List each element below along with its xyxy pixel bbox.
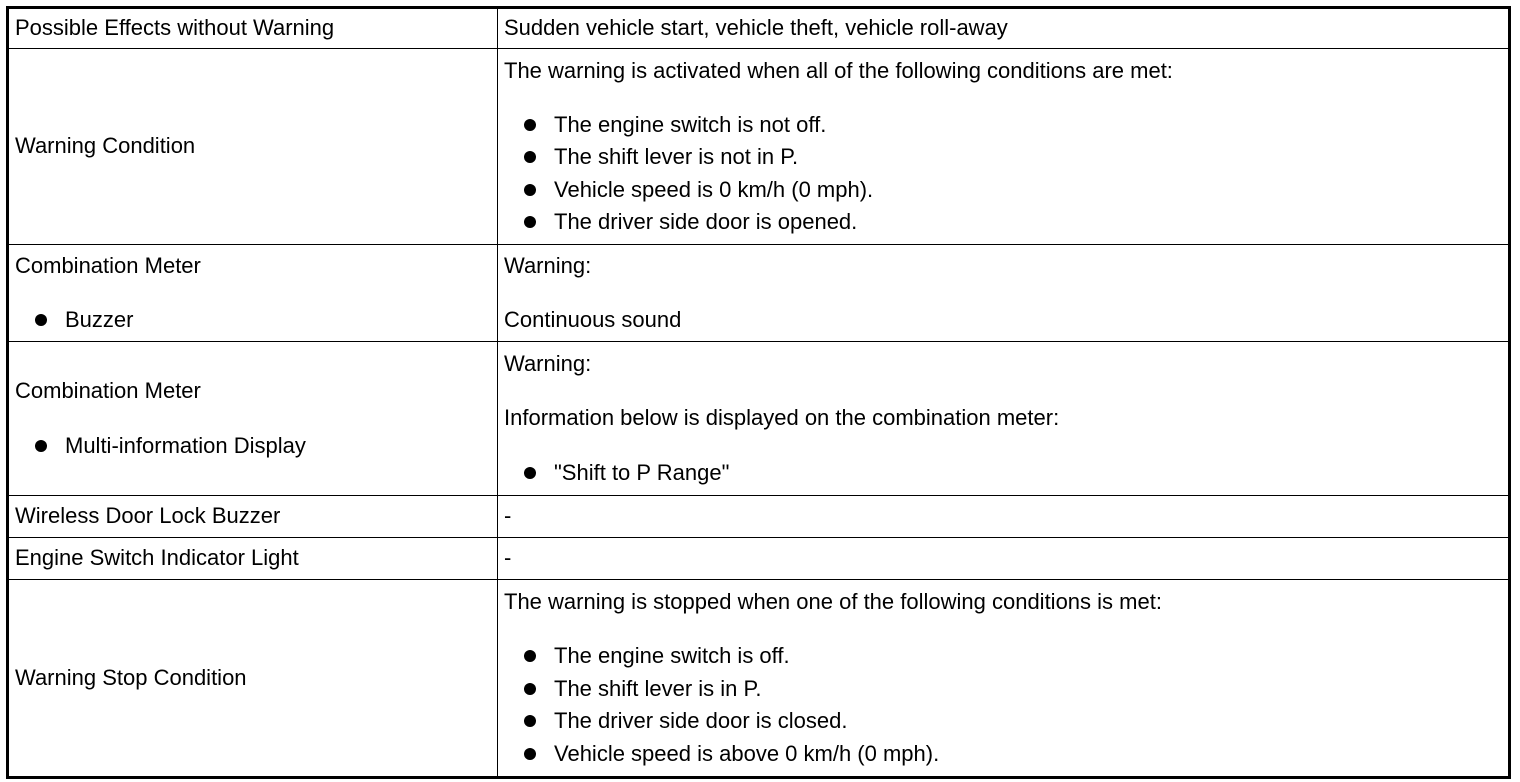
document [6,6,1508,776]
table-row [8,342,1510,496]
label-text: Combination Meter [15,378,201,404]
label-text: Combination Meter [15,252,201,278]
row-value [498,580,1510,778]
bullet-icon [524,467,536,479]
row-value [498,496,1510,538]
label-text: Possible Effects without Warning [15,15,335,41]
row-label [8,580,498,778]
row-value [498,49,1510,245]
list-item: "Shift to P Range" [524,460,1502,486]
label-text: Engine Switch Indicator Light [15,545,299,571]
table-row [8,49,1510,245]
row-value [498,8,1510,49]
list-item: The driver side door is closed. [524,708,1502,734]
list-item: The shift lever is in P. [524,676,1502,702]
value-text: - [504,545,512,571]
bullet-icon [524,184,536,196]
display-list [504,460,1502,486]
list-item: The driver side door is opened. [524,209,1502,235]
row-label [8,496,498,538]
intro-text: Information below is displayed on the combination meter: [504,405,1060,431]
value-title: Warning: [504,350,592,376]
label-text: Wireless Door Lock Buzzer [15,503,281,529]
list-item: The engine switch is not off. [524,112,1502,138]
sub-item: Multi-information Display [15,433,491,459]
condition-list [504,112,1502,236]
bullet-icon [524,151,536,163]
row-label [8,342,498,496]
bullet-icon [35,440,47,452]
value-text: Sudden vehicle start, vehicle theft, vehicle roll-away [504,15,1008,41]
bullet-icon [524,119,536,131]
label-text: Warning Stop Condition [15,664,247,690]
list-item: Vehicle speed is above 0 km/h (0 mph). [524,741,1502,767]
bullet-icon [524,748,536,760]
row-label [8,245,498,342]
row-label [8,49,498,245]
intro-text: The warning is activated when all of the following conditions are met: [504,57,1173,83]
table-row [8,538,1510,580]
row-value [498,342,1510,496]
list-item: The engine switch is off. [524,643,1502,669]
row-value [498,538,1510,580]
table-row [8,245,1510,342]
value-text: - [504,503,512,529]
sub-item: Buzzer [15,307,491,333]
bullet-icon [524,650,536,662]
value-title: Warning: [504,252,592,278]
bullet-icon [524,683,536,695]
intro-text: The warning is stopped when one of the following conditions is met: [504,589,1162,615]
value-text: Continuous sound [504,307,682,332]
bullet-icon [524,715,536,727]
table-row [8,8,1510,49]
row-label [8,8,498,49]
row-label [8,538,498,580]
row-value [498,245,1510,342]
stop-condition-list [504,643,1502,767]
table-row [8,496,1510,538]
table-row [8,580,1510,778]
bullet-icon [35,314,47,326]
warning-spec-table [6,6,1511,779]
list-item: The shift lever is not in P. [524,144,1502,170]
label-text: Warning Condition [15,133,196,159]
bullet-icon [524,216,536,228]
list-item: Vehicle speed is 0 km/h (0 mph). [524,177,1502,203]
